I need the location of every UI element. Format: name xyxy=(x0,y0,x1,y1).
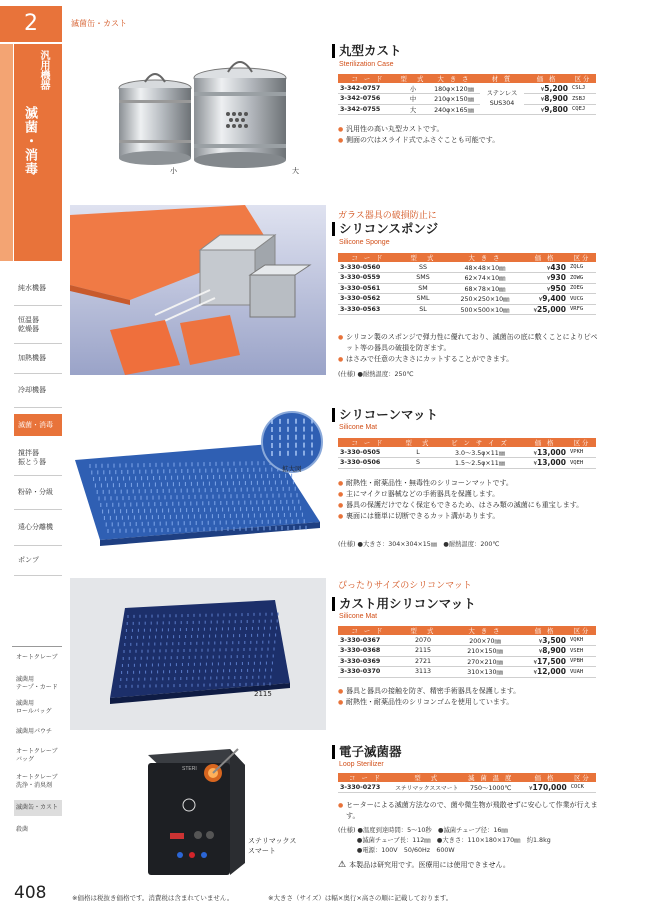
sponge-bullets xyxy=(338,332,600,365)
col-kb: 区分 xyxy=(570,74,596,83)
nav-item-grinding[interactable]: 粉砕・分級 xyxy=(14,476,62,510)
subnav-item-cleaner[interactable]: オートクレーブ 洗浄・消臭剤 xyxy=(16,774,58,789)
nav-item-pump[interactable]: ポンプ xyxy=(14,546,62,576)
table-row: 3-330-0506 S 1.5～2.5φ×11㎜ ¥13,000 VQEH xyxy=(338,458,596,469)
case-small-label: 小 xyxy=(170,167,177,175)
mat-zoom-label: 拡大図 xyxy=(282,465,302,473)
loop-spec: (仕様) ●温度到達時間：5～10秒 ●滅菌チューブ径：16㎜ ●滅菌チューブ長：112㎜ ●大きさ：110×180×170㎜ 約1.8kg ●電源：100V 50/60Hz 600W xyxy=(338,827,551,854)
subnav-item-autoclave[interactable]: オートクレーブ xyxy=(16,654,58,661)
subnav-item-disinfection[interactable]: 殺菌 xyxy=(16,826,29,833)
case-bullets xyxy=(338,124,598,146)
subnav-item-roll-bag[interactable]: 滅菌用 ロールバッグ xyxy=(16,700,52,715)
case-subtitle: Sterilization Case xyxy=(339,61,394,68)
table-row: 3-342-0757 小 180φ×120㎜ ステンレス SUS304 ¥5,200 CSLJ xyxy=(338,83,596,94)
list-item: ● 側面の穴はスライド式でふさぐことも可能です。 xyxy=(338,135,598,146)
subnav-item-tape-card[interactable]: 滅菌用 テープ・カード xyxy=(16,676,58,691)
case-large-label: 大 xyxy=(292,167,299,175)
subnav-item-autoclave-bag[interactable]: オートクレーブ バッグ xyxy=(16,748,58,763)
castmat-title: カスト用シリコンマット xyxy=(332,597,476,611)
nav-item-cooling[interactable]: 冷却機器 xyxy=(14,374,62,408)
list-item: ● ヒーターによる滅菌方法なので、菌や微生物が飛散せずに安心して作業が行えます。 xyxy=(338,800,600,822)
nav-item-stirrer[interactable]: 撹拌器 振とう器 xyxy=(14,440,62,476)
svg-text:STERI: STERI xyxy=(182,766,197,772)
category-large: 滅菌・消毒 xyxy=(22,106,37,176)
sponge-table: コ ー ド 型 式 大 き さ 価 格 区分 3-330-0560 SS 48×48×10㎜ ¥430 ZQLG 3-330-0559 SMS 62×74×10㎜ ¥930 ZOWG 3-330-0561 SM 68×78×10㎜ ¥950 ZOEG 3-330-0562 SML 250×250×10㎜ ¥9,400 VUCG 3-330-0563 SL 500×500×10㎜ ¥25,000 VRFG xyxy=(338,253,596,315)
sponge-image xyxy=(70,205,326,375)
loop-table: コ ー ド 型 式 滅 菌 温 度 価 格 区分 3-330-0273 ステリマックススマート 750～1000℃ ¥170,000 COCK xyxy=(338,773,596,793)
warning-icon: ⚠ xyxy=(338,860,347,870)
castmat-img-label: 2115 xyxy=(254,690,272,698)
nav-item-sterilization[interactable]: 滅菌・消毒 xyxy=(14,414,62,436)
category-small: 汎用機器 xyxy=(38,50,49,90)
list-item: ● 裏面には簡単に切断できるカット溝があります。 xyxy=(338,511,600,522)
mat-title: シリコーンマット xyxy=(332,408,438,422)
table-row: 3-330-0563 SL 500×500×10㎜ ¥25,000 VRFG xyxy=(338,304,596,315)
table-row: 3-330-0369 2721 270×210㎜ ¥17,500 VPBH xyxy=(338,656,596,667)
col-material: 材 質 xyxy=(480,74,524,83)
table-row: 3-330-0370 3113 310×130㎜ ¥12,000 VUAH xyxy=(338,667,596,678)
case-title: 丸型カスト xyxy=(332,44,402,58)
loop-bullets xyxy=(338,800,600,822)
chapter-number: 2 xyxy=(0,6,62,42)
nav-item-centrifuge[interactable]: 遠心分離機 xyxy=(14,510,62,546)
chapter-category xyxy=(14,44,62,261)
list-item: ● 汎用性の高い丸型カストです。 xyxy=(338,124,598,135)
list-item: ● 耐熱性・耐薬品性・無毒性のシリコーンマットです。 xyxy=(338,478,600,489)
footnote-size: ※大きさ（サイズ）は幅×奥行×高さの順に記載しております。 xyxy=(268,894,453,902)
list-item: ● 器具の保護だけでなく保定もできるため、はさみ類の滅菌にも重宝します。 xyxy=(338,500,600,511)
list-item: ● 耐熱性・耐薬品性のシリコンゴムを使用しています。 xyxy=(338,697,600,708)
col-price: 価 格 xyxy=(524,74,570,83)
sponge-title: シリコンスポンジ xyxy=(332,222,438,236)
castmat-table: コ ー ド 型 式 大 き さ 価 格 区分 3-330-0367 2070 200×70㎜ ¥3,500 VQKH 3-330-0368 2115 210×150㎜ ¥8,900 VSEH 3-330-0369 2721 270×210㎜ ¥17,500 VPBH 3-330-0370 3113 310×130㎜ ¥12,000 VUAH xyxy=(338,626,596,678)
sponge-spec: (仕様) ●耐熱温度：250℃ xyxy=(338,371,414,378)
loop-subtitle: Loop Sterilizer xyxy=(339,761,384,768)
mat-table: コ ー ド 型 式 ピ ン サ イ ズ 価 格 区分 3-330-0505 L 3.0～3.5φ×11㎜ ¥13,000 VPKH 3-330-0506 S 1.5～2.5φ×11㎜ ¥13,000 VQEH xyxy=(338,438,596,469)
mat-bullets xyxy=(338,478,600,522)
col-code: コ ー ド xyxy=(338,74,398,83)
table-row: 3-342-0756 中 210φ×150㎜ ¥8,900 ZSBJ xyxy=(338,94,596,105)
sponge-subtitle: Silicone Sponge xyxy=(339,239,390,246)
table-row: 3-330-0559 SMS 62×74×10㎜ ¥930 ZOWG xyxy=(338,273,596,284)
list-item: ● 器具と器具の接触を防ぎ、精密手術器具を保護します。 xyxy=(338,686,600,697)
list-item: ● 主にマイクロ器械などの手術器具を保護します。 xyxy=(338,489,600,500)
nav-item-incubator[interactable]: 恒温器 乾燥器 xyxy=(14,306,62,344)
nav-item-heating[interactable]: 加熱機器 xyxy=(14,344,62,374)
table-row: 3-342-0755 大 240φ×165㎜ ¥9,800 CQEJ xyxy=(338,104,596,115)
castmat-subtitle: Silicone Mat xyxy=(339,613,378,620)
rail-tag xyxy=(0,44,13,261)
table-row: 3-330-0560 SS 48×48×10㎜ ¥430 ZQLG xyxy=(338,262,596,273)
mat-subtitle: Silicone Mat xyxy=(339,424,378,431)
loop-image xyxy=(70,745,320,880)
table-row: 3-330-0505 L 3.0～3.5φ×11㎜ ¥13,000 VPKH xyxy=(338,447,596,458)
col-model: 型 式 xyxy=(398,74,428,83)
nav-divider xyxy=(12,646,62,647)
breadcrumb: 滅菌缶・カスト xyxy=(71,19,127,28)
castmat-bullets xyxy=(338,686,600,708)
case-image xyxy=(70,40,320,180)
loop-img-label: ステリマックス スマート xyxy=(248,837,297,855)
loop-title: 電子滅菌器 xyxy=(332,745,402,759)
mat-image xyxy=(70,402,326,562)
subnav-item-case[interactable]: 滅菌缶・カスト xyxy=(14,800,62,816)
table-row: 3-330-0561 SM 68×78×10㎜ ¥950 ZOEG xyxy=(338,283,596,294)
mat-spec: (仕様) ●大きさ：304×304×15㎜ ●耐熱温度：200℃ xyxy=(338,541,500,548)
footnote-tax: ※価格は税抜き価格です。消費税は含まれていません。 xyxy=(72,894,234,902)
col-size: 大 き さ xyxy=(428,74,480,83)
table-row: 3-330-0273 ステリマックススマート 750～1000℃ ¥170,000 COCK xyxy=(338,782,596,793)
sponge-catch: ガラス器具の破損防止に xyxy=(338,211,437,221)
page-number: 408 xyxy=(14,883,47,903)
subnav-item-pouch[interactable]: 滅菌用パウチ xyxy=(16,728,53,735)
nav-item-pure-water[interactable]: 純水機器 xyxy=(14,272,62,306)
case-material: ステンレス SUS304 xyxy=(480,83,524,115)
table-row: 3-330-0562 SML 250×250×10㎜ ¥9,400 VUCG xyxy=(338,294,596,305)
list-item: ● シリコン製のスポンジで弾力性に優れており、滅菌缶の底に敷くことによりピペット等の器具の破損を防ぎます。 xyxy=(338,332,600,354)
castmat-catch: ぴったりサイズのシリコンマット xyxy=(338,581,472,591)
castmat-image xyxy=(70,578,326,730)
list-item: ● はさみで任意の大きさにカットすることができます。 xyxy=(338,354,600,365)
loop-warning: ⚠ 本製品は研究用です。医療用には使用できません。 xyxy=(338,860,510,870)
case-table xyxy=(338,74,596,115)
table-row: 3-330-0368 2115 210×150㎜ ¥8,900 VSEH xyxy=(338,646,596,657)
table-row: 3-330-0367 2070 200×70㎜ ¥3,500 VQKH xyxy=(338,635,596,646)
